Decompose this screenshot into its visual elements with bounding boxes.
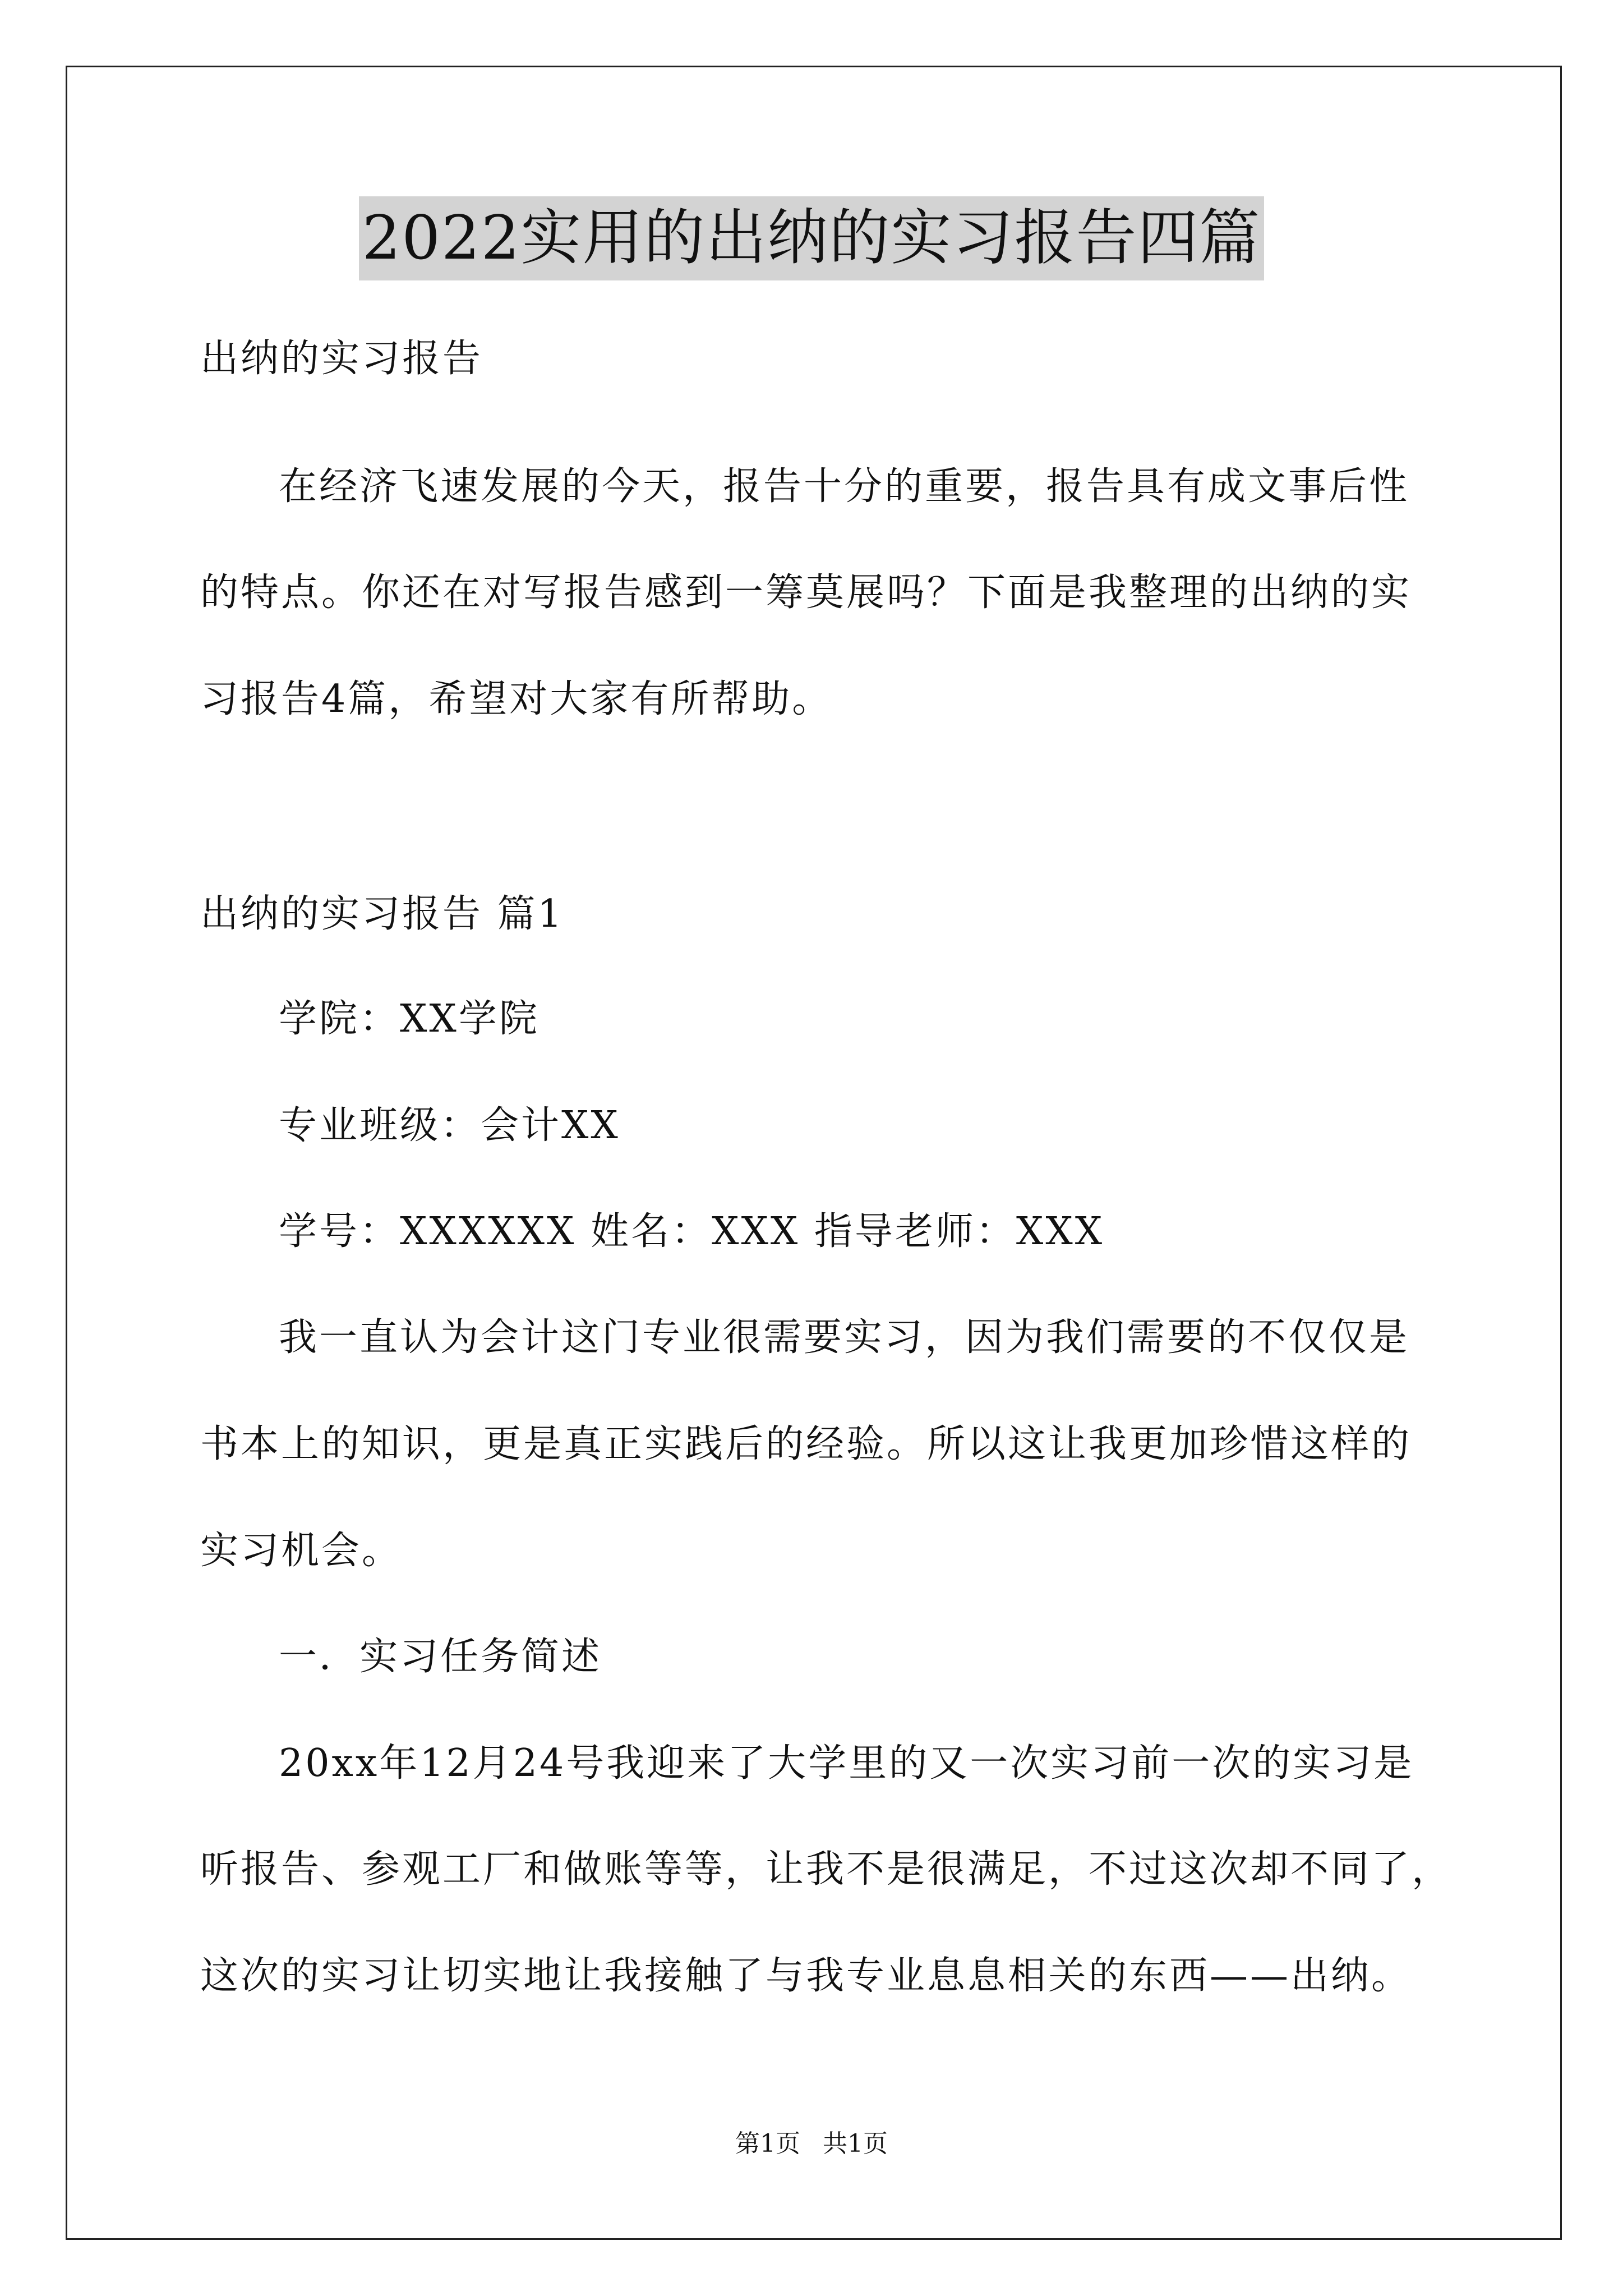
paragraph-line: 实习机会。: [200, 1529, 403, 1573]
info-line: 专业班级：会计XX: [279, 1103, 620, 1148]
paragraph-line: 这次的实习让切实地让我接触了与我专业息息相关的东西——出纳。: [200, 1954, 1412, 1998]
section-heading: 出纳的实习报告 篇1: [200, 892, 564, 936]
paragraph-line: 在经济飞速发展的今天，报告十分的重要，报告具有成文事后性: [279, 464, 1410, 509]
page-footer: [0, 2127, 1623, 2161]
subsection-heading: 一．实习任务简述: [279, 1635, 602, 1679]
page-number: 第1页: [735, 2129, 800, 2158]
paragraph-line: 20xx年12月24号我迎来了大学里的又一次实习前一次的实习是: [279, 1741, 1414, 1786]
page-total: 共1页: [823, 2129, 888, 2158]
paragraph-line: 的特点。你还在对写报告感到一筹莫展吗？下面是我整理的出纳的实: [200, 570, 1412, 615]
info-line: 学号：XXXXXX 姓名：XXX 指导老师：XXX: [279, 1209, 1105, 1254]
title-container: [0, 196, 1623, 280]
paragraph-line: 书本上的知识，更是真正实践后的经验。所以这让我更加珍惜这样的: [200, 1422, 1412, 1466]
info-line: 学院：XX学院: [279, 997, 540, 1041]
paragraph-line: 我一直认为会计这门专业很需要实习，因为我们需要的不仅仅是: [279, 1315, 1410, 1360]
paragraph-line: 习报告4篇，希望对大家有所帮助。: [200, 677, 833, 721]
section-heading: 出纳的实习报告: [200, 337, 483, 381]
document-title: 2022实用的出纳的实习报告四篇: [359, 196, 1265, 280]
paragraph-line: 听报告、参观工厂和做账等等，让我不是很满足，不过这次却不同了，: [200, 1847, 1453, 1892]
